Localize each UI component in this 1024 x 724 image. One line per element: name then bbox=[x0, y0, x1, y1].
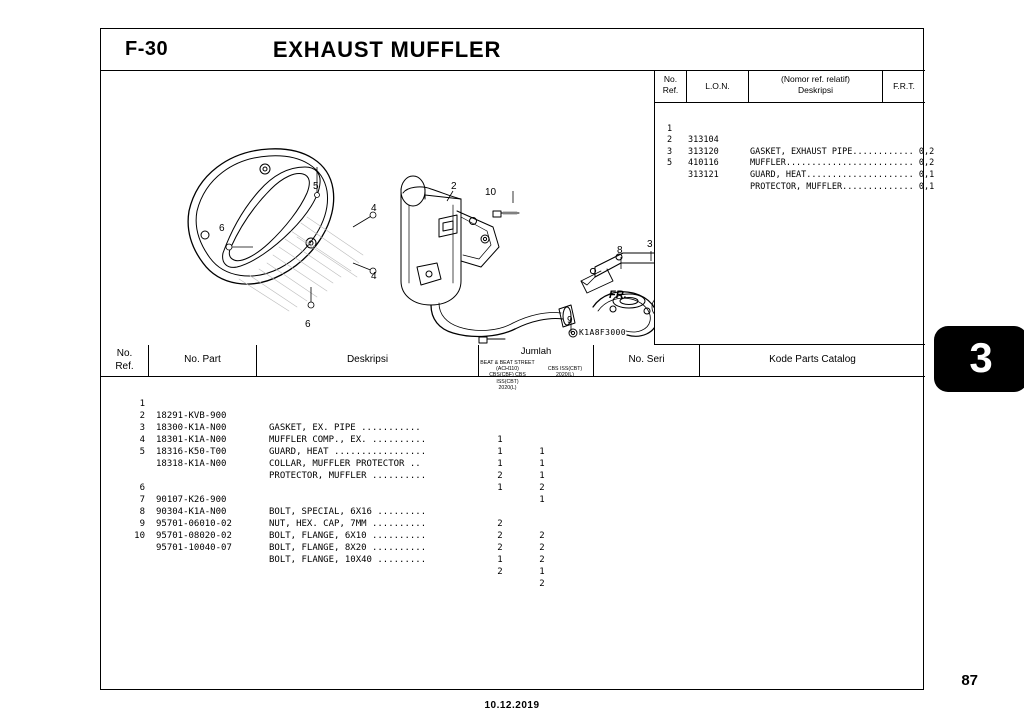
svg-text:2: 2 bbox=[451, 181, 457, 192]
row-no: 4 bbox=[139, 435, 145, 445]
row-description: COLLAR, MUFFLER PROTECTOR .. bbox=[269, 459, 421, 469]
ref-col-frt: F.R.T. bbox=[893, 81, 915, 91]
svg-text:5: 5 bbox=[313, 181, 319, 192]
row-description: PROTECTOR, MUFFLER .......... bbox=[269, 471, 427, 481]
svg-text:9: 9 bbox=[567, 315, 573, 326]
parts-col-desc: Deskripsi bbox=[257, 345, 479, 376]
svg-text:6: 6 bbox=[305, 319, 311, 330]
row-no: 8 bbox=[139, 507, 145, 517]
row-qty-1: 1 bbox=[497, 555, 503, 565]
row-no: 7 bbox=[139, 495, 145, 505]
drawing-code: K1A8F3000 bbox=[579, 328, 626, 337]
row-part-number: 18291-KVB-900 bbox=[156, 411, 227, 421]
reference-row-no: 3 bbox=[667, 146, 673, 157]
reference-row-lon: 313120 bbox=[688, 146, 719, 157]
variant-col-2: CBS ISS(CBT) 2020(L) bbox=[547, 366, 583, 379]
exploded-view-illustration bbox=[101, 71, 654, 345]
reference-table-header bbox=[655, 71, 925, 103]
document-frame bbox=[100, 28, 935, 690]
row-no: 9 bbox=[139, 519, 145, 529]
row-part-number: 18300-K1A-N00 bbox=[156, 423, 227, 433]
reference-table bbox=[654, 71, 935, 345]
row-qty-2: 2 bbox=[539, 579, 545, 589]
reference-row-desc: GUARD, HEAT..................... 0,1 bbox=[750, 169, 935, 180]
row-part-number: 95701-10040-07 bbox=[156, 543, 232, 553]
row-qty-2: 1 bbox=[539, 459, 545, 469]
ref-col-no-line2: Ref. bbox=[662, 84, 679, 95]
row-part-number: 18318-K1A-N00 bbox=[156, 459, 227, 469]
row-qty-1: 2 bbox=[497, 531, 503, 541]
parts-table-body bbox=[101, 377, 925, 589]
ref-col-desc bbox=[749, 71, 883, 102]
svg-text:3: 3 bbox=[647, 239, 653, 250]
section-code: F-30 bbox=[125, 38, 169, 60]
row-part-number: 90304-K1A-N00 bbox=[156, 507, 227, 517]
parts-col-jumlah-variants bbox=[479, 358, 593, 391]
parts-col-no bbox=[101, 345, 149, 376]
parts-col-jumlah bbox=[479, 345, 594, 391]
svg-text:6: 6 bbox=[219, 223, 225, 234]
ref-col-lon: L.O.N. bbox=[687, 71, 749, 102]
chapter-tab: 3 bbox=[934, 326, 1024, 392]
row-description: GUARD, HEAT ................. bbox=[269, 447, 427, 457]
row-no: 1 bbox=[139, 399, 145, 409]
footer-date: 10.12.2019 bbox=[484, 700, 540, 711]
parts-col-jumlah-label: Jumlah bbox=[520, 346, 552, 357]
parts-table-header bbox=[101, 345, 925, 391]
row-qty-2: 2 bbox=[539, 483, 545, 493]
reference-row-no: 2 bbox=[667, 135, 673, 146]
row-part-number: 95701-06010-02 bbox=[156, 519, 232, 529]
ref-col-desc-line1: (Nomor ref. relatif) bbox=[781, 74, 850, 84]
reference-row-lon: 313104 bbox=[688, 135, 719, 146]
page-number: 87 bbox=[961, 672, 978, 689]
row-qty-2: 2 bbox=[539, 555, 545, 565]
page-title: EXHAUST MUFFLER bbox=[272, 37, 502, 62]
ref-col-no bbox=[655, 71, 687, 102]
row-qty-2: 2 bbox=[539, 531, 545, 541]
parts-col-no-line2: Ref. bbox=[115, 360, 134, 372]
svg-text:8: 8 bbox=[617, 245, 623, 256]
parts-col-kode: Kode Parts Catalog bbox=[769, 354, 856, 365]
fr-direction-label: FR. bbox=[609, 289, 627, 301]
ref-col-no-line1: No. bbox=[663, 74, 678, 84]
ref-col-desc-line2: Deskripsi bbox=[798, 84, 833, 95]
parts-col-no-line1: No. bbox=[116, 348, 133, 359]
row-qty-1: 2 bbox=[497, 567, 503, 577]
row-no: 10 bbox=[134, 531, 145, 541]
row-qty-1: 2 bbox=[497, 471, 503, 481]
header-band bbox=[101, 29, 925, 71]
row-description: GASKET, EX. PIPE ........... bbox=[269, 423, 421, 433]
reference-row-lon: 313121 bbox=[688, 169, 719, 180]
row-qty-1: 2 bbox=[497, 543, 503, 553]
parts-table bbox=[101, 345, 925, 689]
row-qty-1: 1 bbox=[497, 447, 503, 457]
reference-row-no: 1 bbox=[667, 123, 673, 134]
svg-text:10: 10 bbox=[485, 187, 497, 198]
row-description: BOLT, SPECIAL, 6X16 ......... bbox=[269, 507, 427, 517]
row-part-number: 95701-08020-02 bbox=[156, 531, 232, 541]
reference-row-lon: 410116 bbox=[688, 158, 719, 169]
row-qty-2: 1 bbox=[539, 447, 545, 457]
row-description: BOLT, FLANGE, 6X10 .......... bbox=[269, 531, 427, 541]
row-part-number: 18301-K1A-N00 bbox=[156, 435, 227, 445]
reference-row-desc: GASKET, EXHAUST PIPE............ 0,2 bbox=[750, 146, 935, 157]
reference-table-body bbox=[655, 103, 935, 192]
row-part-number: 90107-K26-900 bbox=[156, 495, 227, 505]
parts-col-part: No. Part bbox=[149, 345, 257, 376]
row-no: 6 bbox=[139, 483, 145, 493]
row-qty-2: 1 bbox=[539, 567, 545, 577]
reference-row-desc: PROTECTOR, MUFFLER.............. 0,1 bbox=[750, 181, 935, 192]
row-part-number: 18316-K50-T00 bbox=[156, 447, 227, 457]
row-no: 2 bbox=[139, 411, 145, 421]
row-no: 3 bbox=[139, 423, 145, 433]
row-no: 5 bbox=[139, 447, 145, 457]
row-qty-2: 1 bbox=[539, 471, 545, 481]
parts-col-seri: No. Seri bbox=[594, 345, 700, 376]
row-qty-2: 2 bbox=[539, 543, 545, 553]
svg-text:4: 4 bbox=[371, 271, 377, 282]
row-qty-2: 1 bbox=[539, 495, 545, 505]
row-description: NUT, HEX. CAP, 7MM .......... bbox=[269, 519, 427, 529]
row-qty-1: 2 bbox=[497, 519, 503, 529]
row-qty-1: 1 bbox=[497, 435, 503, 445]
svg-text:4: 4 bbox=[371, 203, 377, 214]
reference-row-desc: MUFFLER......................... 0,2 bbox=[750, 158, 935, 169]
row-group-separator bbox=[101, 446, 925, 470]
row-qty-1: 1 bbox=[497, 483, 503, 493]
row-qty-1: 1 bbox=[497, 459, 503, 469]
variant-col-1: BEAT & BEAT STREET (ACH110) CBS(CBF) CBS ISS(CBT) 2020(L) bbox=[480, 360, 535, 391]
row-description: BOLT, FLANGE, 8X20 .......... bbox=[269, 543, 427, 553]
row-description: BOLT, FLANGE, 10X40 ......... bbox=[269, 555, 427, 565]
reference-row-no: 5 bbox=[667, 158, 673, 169]
row-description: MUFFLER COMP., EX. .......... bbox=[269, 435, 427, 445]
